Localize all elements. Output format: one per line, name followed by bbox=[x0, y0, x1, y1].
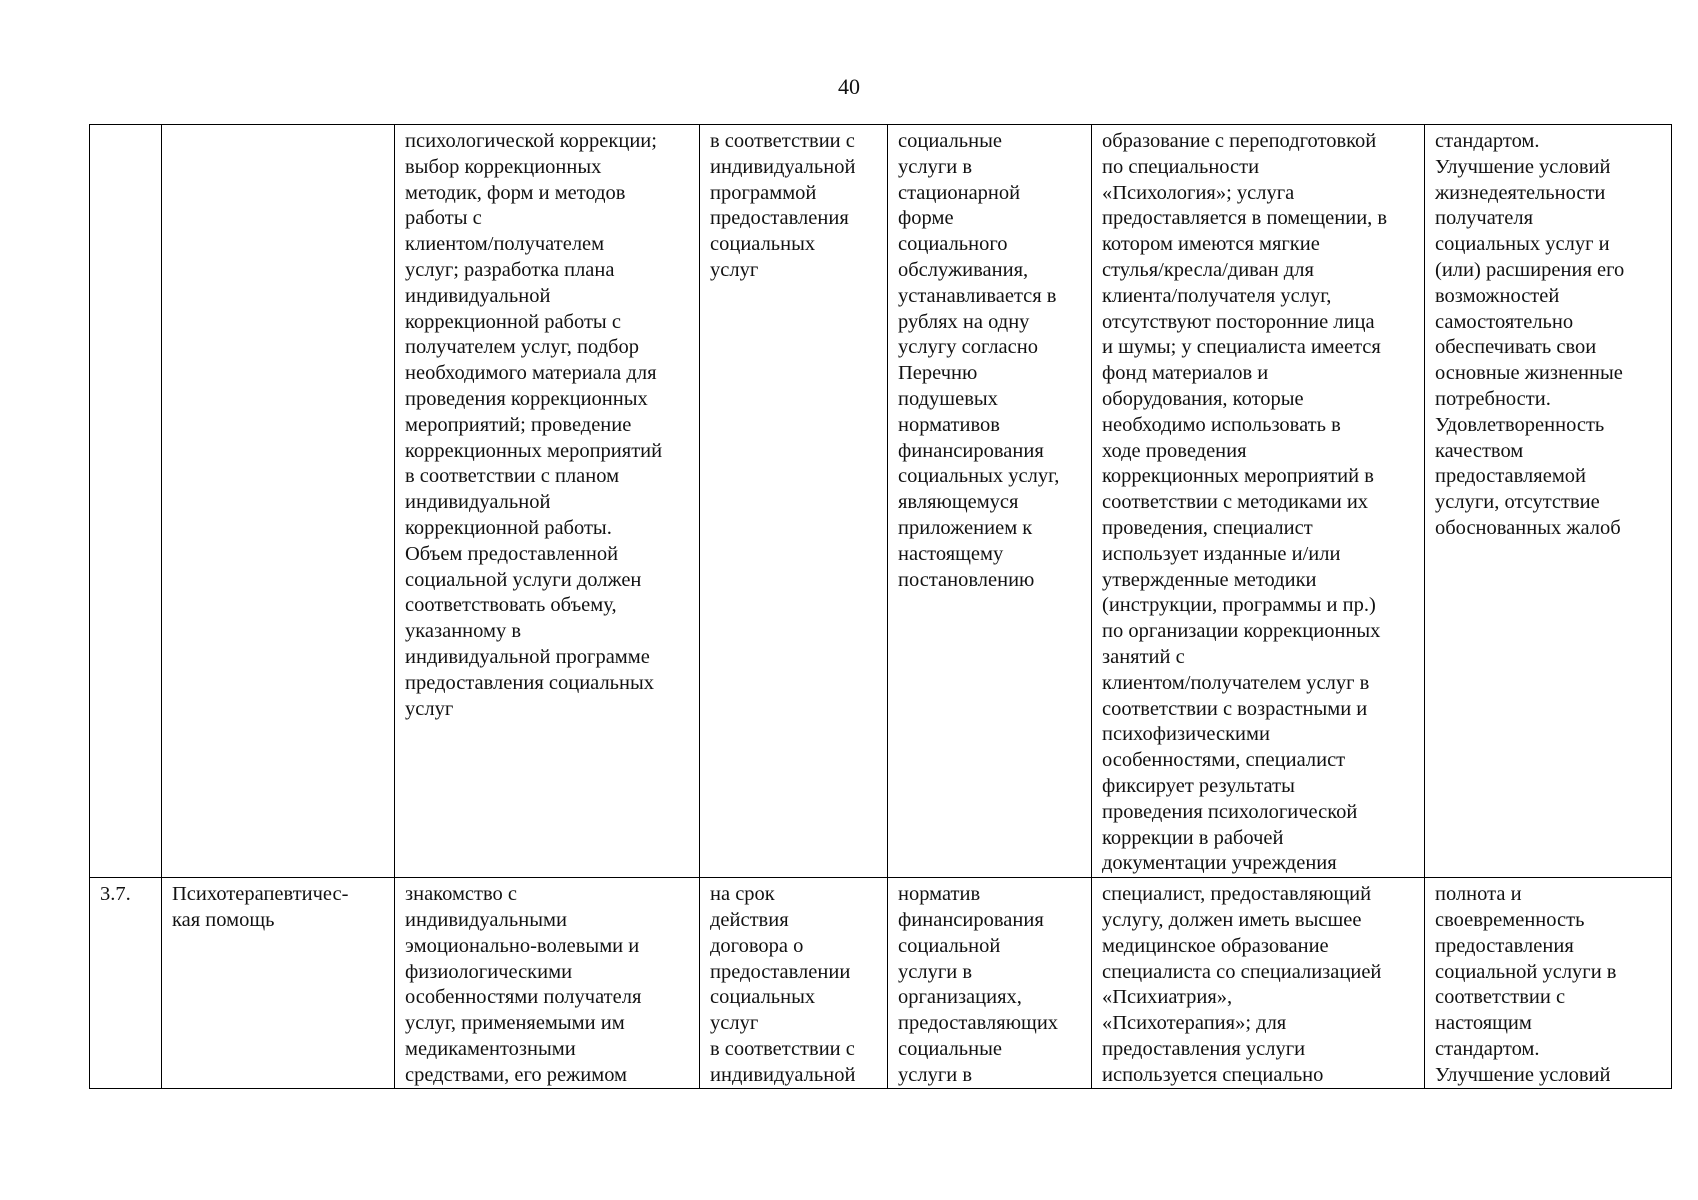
services-table bbox=[89, 124, 1672, 1089]
cell-norm: норматив финансирования социальной услуги в организациях, предоставляющих социальные услуги в bbox=[888, 878, 1092, 1089]
cell-description: знакомство с индивидуальными эмоционально-волевыми и физиологическими особенностями получателя услуг, применяемыми им медикаментозными средствами, его режимом bbox=[395, 878, 700, 1089]
table-row bbox=[90, 878, 1672, 1089]
cell-conditions: специалист, предоставляющий услугу, должен иметь высшее медицинское образование специалиста со специализацией «Психиатрия», «Психотерапия»; для предоставления услуги используется специально bbox=[1092, 878, 1425, 1089]
cell-term: в соответствии с индивидуальной программой предоставления социальных услуг bbox=[700, 125, 888, 878]
cell-description: психологической коррекции; выбор коррекционных методик, форм и методов работы с клиентом/получателем услуг; разработка плана индивидуальной коррекционной работы с получателем услуг, подбор необходимого материала для проведения коррекционных мероприятий; проведение коррекционных мероприятий в соответствии с планом индивидуальной коррекционной работы. Объем предоставленной социальной услуги должен соответствовать объему, указанному в индивидуальной программе предоставления социальных услуг bbox=[395, 125, 700, 878]
table-row bbox=[90, 125, 1672, 878]
cell-norm: социальные услуги в стационарной форме социального обслуживания, устанавливается в рублях на одну услугу согласно Перечню подушевых нормативов финансирования социальных услуг, являющемуся приложением к настоящему постановлению bbox=[888, 125, 1092, 878]
cell-service-name: Психотерапевтичес- кая помощь bbox=[162, 878, 395, 1089]
cell-conditions: образование с переподготовкой по специальности «Психология»; услуга предоставляется в помещении, в котором имеются мягкие стулья/кресла/диван для клиента/получателя услуг, отсутствуют посторонние лица и шумы; у специалиста имеется фонд материалов и оборудования, которые необходимо использовать в ходе проведения коррекционных мероприятий в соответствии с методиками их проведения, специалист использует изданные и/или утвержденные методики (инструкции, программы и пр.) по организации коррекционных занятий с клиентом/получателем услуг в соответствии с возрастными и психофизическими особенностями, специалист фиксирует результаты проведения психологической коррекции в рабочей документации учреждения bbox=[1092, 125, 1425, 878]
cell-term: на срок действия договора о предоставлении социальных услуг в соответствии с индивидуальной bbox=[700, 878, 888, 1089]
cell-results: полнота и своевременность предоставления социальной услуги в соответствии с настоящим стандартом. Улучшение условий bbox=[1425, 878, 1672, 1089]
cell-number: 3.7. bbox=[90, 878, 162, 1089]
cell-results: стандартом. Улучшение условий жизнедеятельности получателя социальных услуг и (или) расширения его возможностей самостоятельно обеспечивать свои основные жизненные потребности. Удовлетворенность качеством предоставляемой услуги, отсутствие обоснованных жалоб bbox=[1425, 125, 1672, 878]
cell-number bbox=[90, 125, 162, 878]
page-number: 40 bbox=[838, 74, 860, 99]
cell-service-name bbox=[162, 125, 395, 878]
